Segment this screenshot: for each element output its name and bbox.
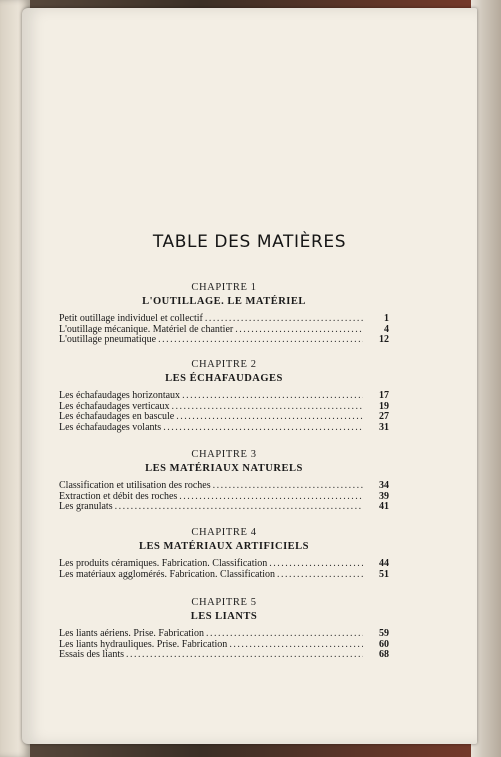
toc-entry[interactable] — [59, 423, 389, 434]
page-number: 59 — [379, 628, 389, 639]
page-number: 39 — [379, 490, 389, 502]
chapter-title: LES MATÉRIAUX ARTIFICIELS — [138, 541, 310, 552]
chapter-1 — [59, 281, 389, 346]
page-number: 4 — [384, 323, 389, 335]
chapter-title: LES ÉCHAFAUDAGES — [165, 373, 283, 384]
chapter-number: CHAPITRE 1 — [191, 282, 257, 293]
entry-text: Les liants aériens. Prise. Fabrication — [59, 628, 204, 639]
chapter-number: CHAPITRE 3 — [191, 449, 257, 460]
toc-entry[interactable] — [59, 314, 389, 325]
leader-dots — [213, 481, 363, 492]
page-number: 68 — [379, 649, 389, 660]
toc-entry[interactable] — [59, 502, 389, 513]
chapter-number: CHAPITRE 2 — [191, 359, 257, 370]
entry-text: Les liants hydrauliques. Prise. Fabrication — [59, 638, 228, 650]
page-title: TABLE DES MATIÈRES — [152, 232, 347, 252]
entry-text: Les granulats — [59, 501, 113, 512]
page-number: 44 — [379, 558, 389, 569]
toc-entry[interactable] — [59, 335, 389, 346]
leader-dots — [277, 570, 363, 581]
page-number: 34 — [379, 480, 389, 491]
entry-text: Essais des liants — [59, 649, 124, 660]
leader-dots — [163, 423, 363, 434]
chapter-title: L'OUTILLAGE. LE MATÉRIEL — [142, 296, 306, 307]
page-number: 17 — [379, 390, 389, 401]
leader-dots — [229, 640, 363, 651]
toc-entry[interactable] — [59, 412, 389, 423]
entry-text: Extraction et débit des roches — [59, 490, 178, 502]
leader-dots — [126, 650, 363, 661]
toc-entry[interactable] — [59, 650, 389, 661]
entry-text: Les échafaudages verticaux — [59, 400, 170, 412]
leader-dots — [158, 335, 363, 346]
entry-text: Les échafaudages volants — [59, 421, 162, 433]
book-page — [22, 8, 477, 744]
chapter-3 — [59, 448, 389, 513]
chapter-5 — [59, 596, 389, 661]
leader-dots — [205, 314, 363, 325]
toc-entry[interactable] — [59, 570, 389, 581]
toc-entry[interactable] — [59, 481, 389, 492]
entry-text: Les échafaudages en bascule — [59, 411, 175, 422]
entry-text: Les échafaudages horizontaux — [59, 390, 181, 401]
entry-text: L'outillage mécanique. Matériel de chantier — [59, 323, 234, 335]
leader-dots — [179, 492, 363, 503]
page-number: 41 — [379, 501, 389, 512]
leader-dots — [206, 629, 363, 640]
chapter-number: CHAPITRE 5 — [191, 597, 257, 608]
chapter-2 — [59, 358, 389, 433]
leader-dots — [269, 559, 363, 570]
page-number: 31 — [379, 421, 389, 433]
leader-dots — [115, 502, 363, 513]
leader-dots — [235, 325, 363, 336]
leader-dots — [176, 412, 363, 423]
leader-dots — [182, 391, 363, 402]
page-number: 27 — [379, 411, 389, 422]
toc-entry[interactable] — [59, 559, 389, 570]
page-number: 1 — [384, 313, 389, 324]
chapter-number: CHAPITRE 4 — [191, 527, 257, 538]
chapter-title: LES LIANTS — [190, 611, 258, 622]
page-number: 51 — [379, 568, 389, 580]
chapter-title: LES MATÉRIAUX NATURELS — [145, 463, 303, 474]
leader-dots — [172, 402, 364, 413]
toc-entry[interactable] — [59, 391, 389, 402]
entry-text: Petit outillage individuel et collectif — [59, 313, 203, 324]
page-number: 19 — [379, 400, 389, 412]
toc-entry[interactable] — [59, 629, 389, 640]
chapter-4 — [59, 526, 389, 580]
entry-text: L'outillage pneumatique — [59, 334, 157, 345]
page-number: 12 — [379, 334, 389, 345]
entry-text: Les matériaux agglomérés. Fabrication. Classification — [59, 568, 276, 580]
page-number: 60 — [379, 638, 389, 650]
entry-text: Classification et utilisation des roches — [59, 480, 211, 491]
entry-text: Les produits céramiques. Fabrication. Classification — [59, 558, 268, 569]
